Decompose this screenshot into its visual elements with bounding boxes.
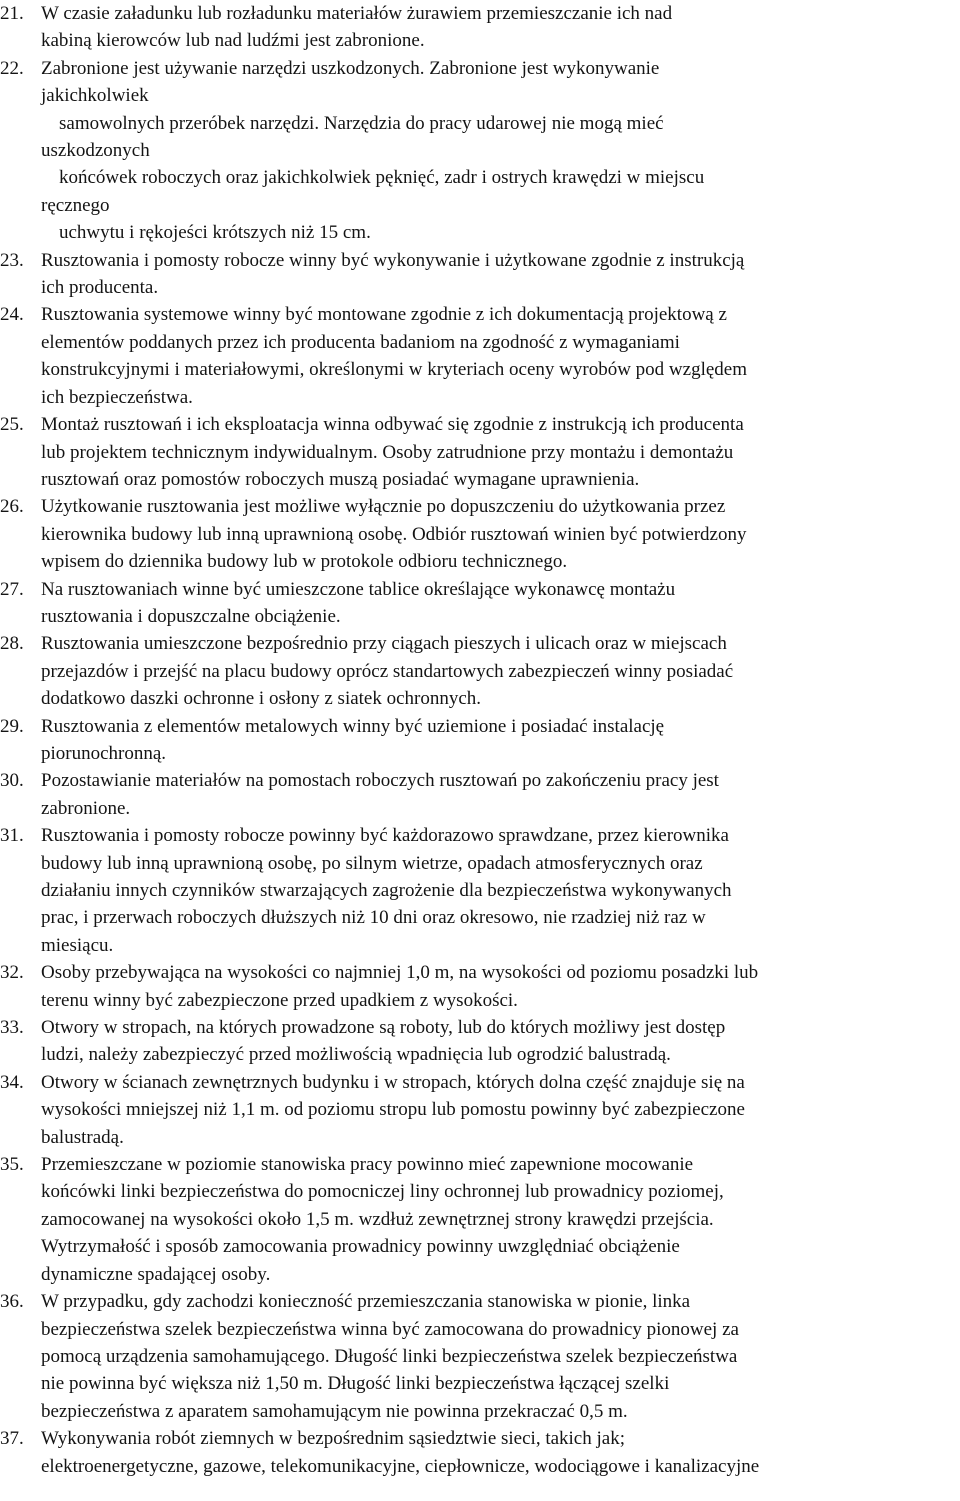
item-text-line: bezpieczeństwa z aparatem samohamującym nie powinna przekraczać 0,5 m. (41, 1400, 628, 1422)
item-text-line: ludzi, należy zabezpieczyć przed możliwością wpadnięcia lub ogrodzić balustradą. (41, 1044, 671, 1066)
item-text-line: piorunochronną. (41, 742, 167, 764)
list-item (0, 630, 960, 712)
item-text-line: Wykonywania robót ziemnych w bezpośrednim sąsiedztwie sieci, takich jak; (41, 1428, 625, 1450)
list-item (0, 767, 960, 822)
item-text-line: uszkodzonych (41, 140, 150, 162)
list-item (0, 822, 960, 959)
item-text-line: Otwory w stropach, na których prowadzone są roboty, lub do których możliwy jest dostęp (41, 1017, 726, 1039)
item-text-line: Rusztowania z elementów metalowych winny być uziemione i posiadać instalację (41, 715, 665, 737)
item-text-line: Rusztowania i pomosty robocze powinny być każdorazowo sprawdzane, przez kierownika (41, 825, 729, 847)
item-number: 28. (0, 633, 24, 655)
item-number: 35. (0, 1154, 24, 1176)
item-text-line: bezpieczeństwa szelek bezpieczeństwa winna być zamocowana do prowadnicy pionowej za (41, 1318, 739, 1340)
item-number: 33. (0, 1017, 24, 1039)
item-text-line: Zabronione jest używanie narzędzi uszkodzonych. Zabronione jest wykonywanie (41, 57, 660, 79)
item-text-line: Montaż rusztowań i ich eksploatacja winna odbywać się zgodnie z instrukcją ich producenta (41, 414, 744, 436)
item-text-line: ręcznego (41, 194, 110, 216)
item-text-line: kabiną kierowców lub nad ludźmi jest zabronione. (41, 30, 425, 52)
item-number: 21. (0, 3, 24, 24)
list-item (0, 1151, 960, 1288)
item-text-line: jakichkolwiek (41, 85, 149, 107)
list-item (0, 411, 960, 493)
item-text-line: Rusztowania i pomosty robocze winny być wykonywanie i użytkowane zgodnie z instrukcją (41, 249, 745, 271)
item-text-line: miesiącu. (41, 934, 114, 956)
item-text-line: wpisem do dziennika budowy lub w protokole odbioru technicznego. (41, 551, 568, 573)
item-text-line: przejazdów i przejść na placu budowy oprócz standartowych zabezpieczeń winny posiadać (41, 660, 734, 682)
item-number: 31. (0, 825, 24, 847)
item-text-line: końcówki linki bezpieczeństwa do pomocniczej liny ochronnej lub prowadnicy poziomej, (41, 1181, 724, 1203)
item-text-line: Otwory w ścianach zewnętrznych budynku i w stropach, których dolna część znajduje się na (41, 1071, 745, 1093)
item-number: 25. (0, 414, 24, 436)
item-number: 36. (0, 1291, 24, 1313)
item-text-line: Wytrzymałość i sposób zamocowania prowadnicy powinny uwzględniać obciążenie (41, 1236, 680, 1258)
item-text-line: nie powinna być większa niż 1,50 m. Długość linki bezpieczeństwa łączącej szelki (41, 1373, 670, 1395)
item-text-line: elektroenergetyczne, gazowe, telekomunikacyjne, ciepłownicze, wodociągowe i kanalizacyjne (41, 1455, 760, 1477)
item-text-line: dodatkowo daszki ochronne i osłony z siatek ochronnych. (41, 688, 482, 710)
item-number: 29. (0, 715, 24, 737)
item-number: 24. (0, 304, 24, 326)
list-item (0, 1288, 960, 1425)
item-number: 23. (0, 249, 24, 271)
item-text-line: końcówek roboczych oraz jakichkolwiek pęknięć, zadr i ostrych krawędzi w miejscu (59, 167, 705, 189)
list-item (0, 301, 960, 411)
list-item (0, 959, 960, 1014)
list-item (0, 493, 960, 575)
item-number: 37. (0, 1428, 24, 1450)
item-text-line: rusztowania i dopuszczalne obciążenie. (41, 605, 341, 627)
item-text-line: rusztowań oraz pomostów roboczych muszą posiadać wymagane uprawnienia. (41, 468, 640, 490)
list-item (0, 576, 960, 631)
item-text-line: kierownika budowy lub inną uprawnioną osobę. Odbiór rusztowań winien być potwierdzony (41, 523, 747, 545)
item-text-line: Rusztowania systemowe winny być montowane zgodnie z ich dokumentacją projektową z (41, 304, 727, 326)
item-text-line: Osoby przebywająca na wysokości co najmniej 1,0 m, na wysokości od poziomu posadzki lub (41, 962, 759, 984)
item-text-line: pomocą urządzenia samohamującego. Długość linki bezpieczeństwa szelek bezpieczeństwa (41, 1345, 738, 1367)
item-text-line: prac, i przerwach roboczych dłuższych niż 10 dni oraz okresowo, nie rzadziej niż raz w (41, 907, 706, 929)
list-item (0, 713, 960, 768)
item-text-line: lub projektem technicznym indywidualnym. Osoby zatrudnione przy montażu i demontażu (41, 441, 734, 463)
list-item (0, 0, 960, 55)
item-text-line: zamocowanej na wysokości około 1,5 m. wzdłuż zewnętrznej strony krawędzi przejścia. (41, 1208, 714, 1230)
item-text-line: ich producenta. (41, 277, 159, 299)
item-text-line: konstrukcyjnymi i materiałowymi, określonymi w kryteriach oceny wyrobów pod względem (41, 359, 748, 381)
item-number: 22. (0, 57, 24, 79)
item-text-line: Użytkowanie rusztowania jest możliwe wyłącznie po dopuszczeniu do użytkowania przez (41, 496, 726, 518)
item-text-line: działaniu innych czynników stwarzających zagrożenie dla bezpieczeństwa wykonywanych (41, 880, 732, 901)
item-text-line: Na rusztowaniach winne być umieszczone tablice określające wykonawcę montażu (41, 578, 676, 600)
item-number: 26. (0, 496, 24, 518)
item-text-line: W czasie załadunku lub rozładunku materiałów żurawiem przemieszczanie ich nad (41, 3, 673, 24)
item-text-line: samowolnych przeróbek narzędzi. Narzędzia do pracy udarowej nie mogą mieć (59, 112, 664, 134)
list-item (0, 55, 960, 247)
item-text-line: balustradą. (41, 1126, 124, 1148)
list-item (0, 1069, 960, 1151)
item-text-line: W przypadku, gdy zachodzi konieczność przemieszczania stanowiska w pionie, linka (41, 1291, 691, 1313)
item-text-line: Rusztowania umieszczone bezpośrednio przy ciągach pieszych i ulicach oraz w miejscach (41, 633, 727, 655)
item-text-line: budowy lub inną uprawnioną osobę, po silnym wietrze, opadach atmosferycznych oraz (41, 852, 703, 874)
item-text-line: dynamiczne spadającej osoby. (41, 1263, 271, 1285)
list-item (0, 1425, 960, 1480)
item-text-line: zabronione. (41, 797, 131, 819)
item-text-line: terenu winny być zabezpieczone przed upadkiem z wysokości. (41, 989, 518, 1011)
item-text-line: elementów poddanych przez ich producenta badaniom na zgodność z wymaganiami (41, 331, 680, 353)
item-text-line: Pozostawianie materiałów na pomostach roboczych rusztowań po zakończeniu pracy jest (41, 770, 719, 792)
item-text-line: Przemieszczane w poziomie stanowiska pracy powinno mieć zapewnione mocowanie (41, 1154, 694, 1176)
item-text-line: ich bezpieczeństwa. (41, 386, 193, 408)
item-number: 30. (0, 770, 24, 792)
item-text-line: uchwytu i rękojeści krótszych niż 15 cm. (59, 222, 371, 244)
item-number: 34. (0, 1071, 24, 1093)
item-text-line: wysokości mniejszej niż 1,1 m. od poziomu stropu lub pomostu powinny być zabezpieczone (41, 1099, 745, 1121)
list-item (0, 247, 960, 302)
list-item (0, 1014, 960, 1069)
item-number: 27. (0, 578, 24, 600)
item-number: 32. (0, 962, 24, 984)
